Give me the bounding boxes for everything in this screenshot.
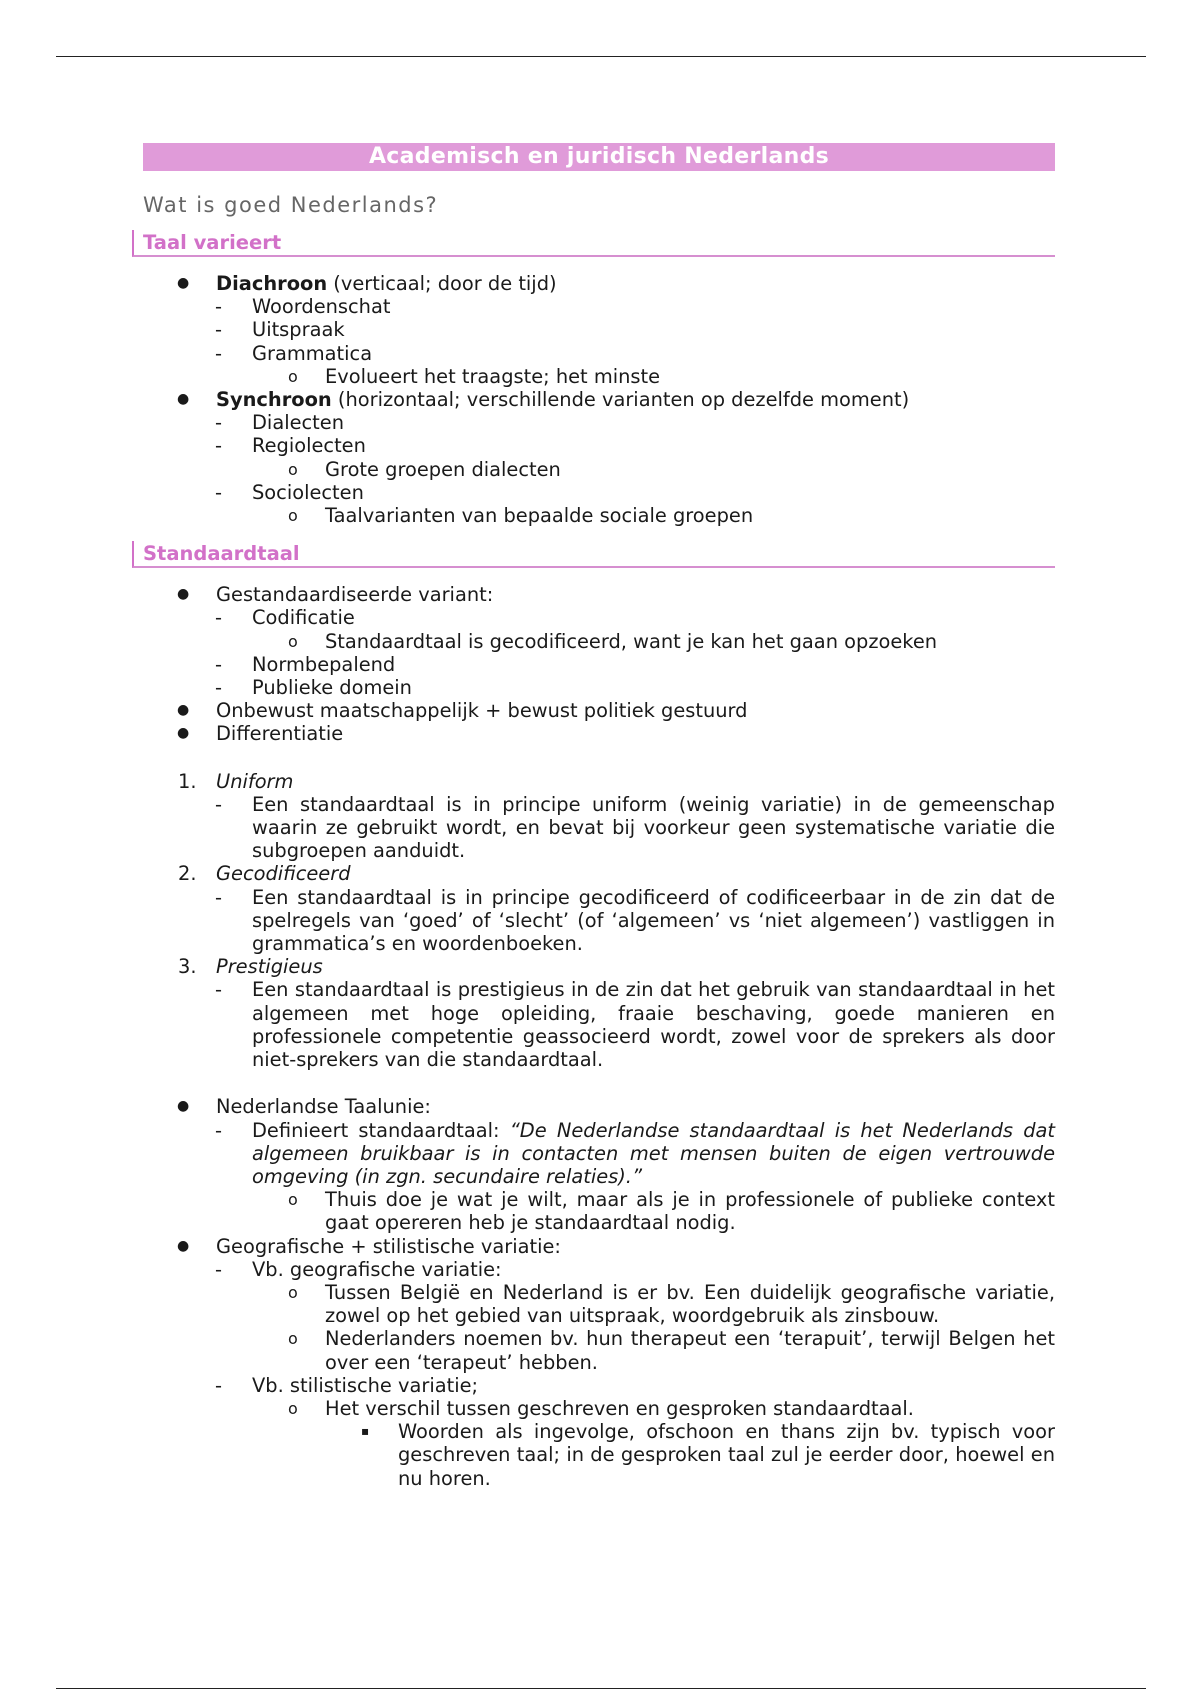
- circle-marker: o: [288, 1329, 298, 1349]
- bullet-marker: ●: [177, 1098, 190, 1115]
- document-page: [143, 143, 1055, 1490]
- list-item: ● Geografische + stilistische variatie:: [177, 1234, 561, 1258]
- number-marker: 3.: [178, 955, 197, 979]
- document-title: Academisch en juridisch Nederlands: [143, 143, 1055, 171]
- bullet-marker: ●: [177, 391, 190, 408]
- bullet-marker: ●: [177, 1237, 190, 1254]
- dash-marker: -: [215, 652, 222, 676]
- circle-marker: o: [288, 366, 298, 386]
- dash-marker: -: [215, 1118, 222, 1142]
- footer-rule: [56, 1688, 1146, 1689]
- list-item: - Codificatie: [215, 606, 355, 630]
- list-item: o Tussen België en Nederland is er bv. Een duidelijk geografische variatie, zowel op het gebied van uitspraak, woordgebruik als zinsbouw.: [288, 1280, 1055, 1328]
- dash-marker: -: [215, 885, 222, 909]
- list-item: ● Onbewust maatschappelijk + bewust politiek gestuurd: [177, 699, 748, 723]
- list-item: - Definieert standaardtaal: “De Nederlandse standaardtaal is het Nederlands dat algemeen bruikbaar is in contacten met mensen buiten de eigen vertrouwde omgeving (in zgn. secundaire relaties).”: [215, 1118, 1055, 1188]
- section-heading-standaardtaal: Standaardtaal: [132, 541, 1055, 568]
- dash-marker: -: [215, 1257, 222, 1281]
- list-item: - Vb. geografische variatie:: [215, 1257, 502, 1281]
- numbered-item-gecodificeerd: 2. Gecodificeerd: [178, 862, 351, 886]
- dash-marker: -: [215, 411, 222, 435]
- numbered-item-uniform: 1. Uniform: [178, 769, 294, 793]
- list-item: - Een standaardtaal is prestigieus in de zin dat het gebruik van standaardtaal in het algemeen met hoge opleiding, fraaie beschaving, goede manieren en professionele competentie geassocieerd wordt, zowel voor de sprekers als door niet-sprekers van die standaardtaal.: [215, 978, 1055, 1072]
- dash-marker: -: [215, 341, 222, 365]
- list-item: o Nederlanders noemen bv. hun therapeut een ‘terapuit’, terwijl Belgen het over een ‘terapeut’ hebben.: [288, 1327, 1055, 1374]
- dash-marker: -: [215, 434, 222, 458]
- list-item: ● Synchroon (horizontaal; verschillende varianten op dezelfde moment): [177, 388, 910, 412]
- term-synchroon: Synchroon: [216, 388, 332, 412]
- circle-marker: o: [288, 1190, 298, 1210]
- list-item: - Een standaardtaal is in principe gecodificeerd of codificeerbaar in de zin dat de spelregels van ‘goed’ of ‘slecht’ (of ‘algemeen’ vs ‘niet algemeen’) vastliggen in grammatica’s en woordenboeken.: [215, 885, 1055, 956]
- circle-marker: o: [288, 1398, 298, 1418]
- circle-marker: o: [288, 631, 298, 651]
- list-item: - Sociolecten: [215, 480, 364, 504]
- list-item: ● Gestandaardiseerde variant:: [177, 583, 494, 607]
- list-item: ▪ Woorden als ingevolge, ofschoon en thans zijn bv. typisch voor geschreven taal; in de gesproken taal zul je eerder door, hoewel en nu horen.: [361, 1420, 1055, 1490]
- list-item: o Grote groepen dialecten: [288, 457, 561, 481]
- circle-marker: o: [288, 459, 298, 479]
- bullet-marker: ●: [177, 702, 190, 719]
- number-marker: 2.: [178, 862, 197, 886]
- list-item: - Vb. stilistische variatie;: [215, 1373, 479, 1397]
- list-item: ● Nederlandse Taalunie:: [177, 1095, 431, 1119]
- list-item: - Dialecten: [215, 411, 345, 435]
- list-item: - Grammatica: [215, 341, 373, 365]
- list-item: o Standaardtaal is gecodificeerd, want je kan het gaan opzoeken: [288, 629, 938, 653]
- bullet-marker: ●: [177, 275, 190, 291]
- list-item: - Regiolecten: [215, 434, 366, 458]
- number-marker: 1.: [178, 769, 197, 793]
- list-item: - Normbepalend: [215, 652, 396, 676]
- list-item: - Woordenschat: [215, 295, 391, 319]
- dash-marker: -: [215, 480, 222, 504]
- header-rule: [56, 56, 1146, 57]
- list-item: o Thuis doe je wat je wilt, maar als je in professionele of publieke context gaat opereren heb je standaardtaal nodig.: [288, 1188, 1055, 1235]
- list-item: o Evolueert het traagste; het minste: [288, 364, 661, 388]
- list-item: o Het verschil tussen geschreven en gesproken standaardtaal.: [288, 1396, 914, 1420]
- numbered-item-prestigieus: 3. Prestigieus: [178, 955, 323, 979]
- list-item: ● Diachroon (verticaal; door de tijd): [177, 272, 557, 295]
- list-item: o Taalvarianten van bepaalde sociale groepen: [288, 504, 754, 528]
- dash-marker: -: [215, 676, 222, 700]
- list-item: ● Differentiatie: [177, 722, 344, 746]
- circle-marker: o: [288, 1282, 298, 1302]
- bullet-marker: ●: [177, 725, 190, 742]
- bullet-marker: ●: [177, 586, 190, 603]
- list-item: - Een standaardtaal is in principe uniform (weinig variatie) in de gemeenschap waarin ze gebruikt wordt, en bevat bij voorkeur geen systematische variatie die subgroepen aanduidt.: [215, 792, 1055, 863]
- term-diachroon: Diachroon: [216, 272, 328, 295]
- dash-marker: -: [215, 606, 222, 630]
- section-heading-taal-varieert: Taal varieert: [132, 230, 1055, 257]
- dash-marker: -: [215, 1373, 222, 1397]
- dash-marker: -: [215, 792, 222, 816]
- dash-marker: -: [215, 295, 222, 319]
- list-item: - Uitspraak: [215, 318, 345, 342]
- list-item: - Publieke domein: [215, 676, 412, 700]
- document-subtitle: Wat is goed Nederlands?: [143, 193, 439, 217]
- taalunie-definition-quote: “De Nederlandse standaardtaal is het Nederlands dat algemeen bruikbaar is in contacten met mensen buiten de eigen vertrouwde omgeving (in zgn. secundaire relaties).”: [252, 1118, 1055, 1188]
- circle-marker: o: [288, 506, 298, 526]
- square-marker: ▪: [361, 1424, 370, 1439]
- dash-marker: -: [215, 978, 222, 1002]
- dash-marker: -: [215, 318, 222, 342]
